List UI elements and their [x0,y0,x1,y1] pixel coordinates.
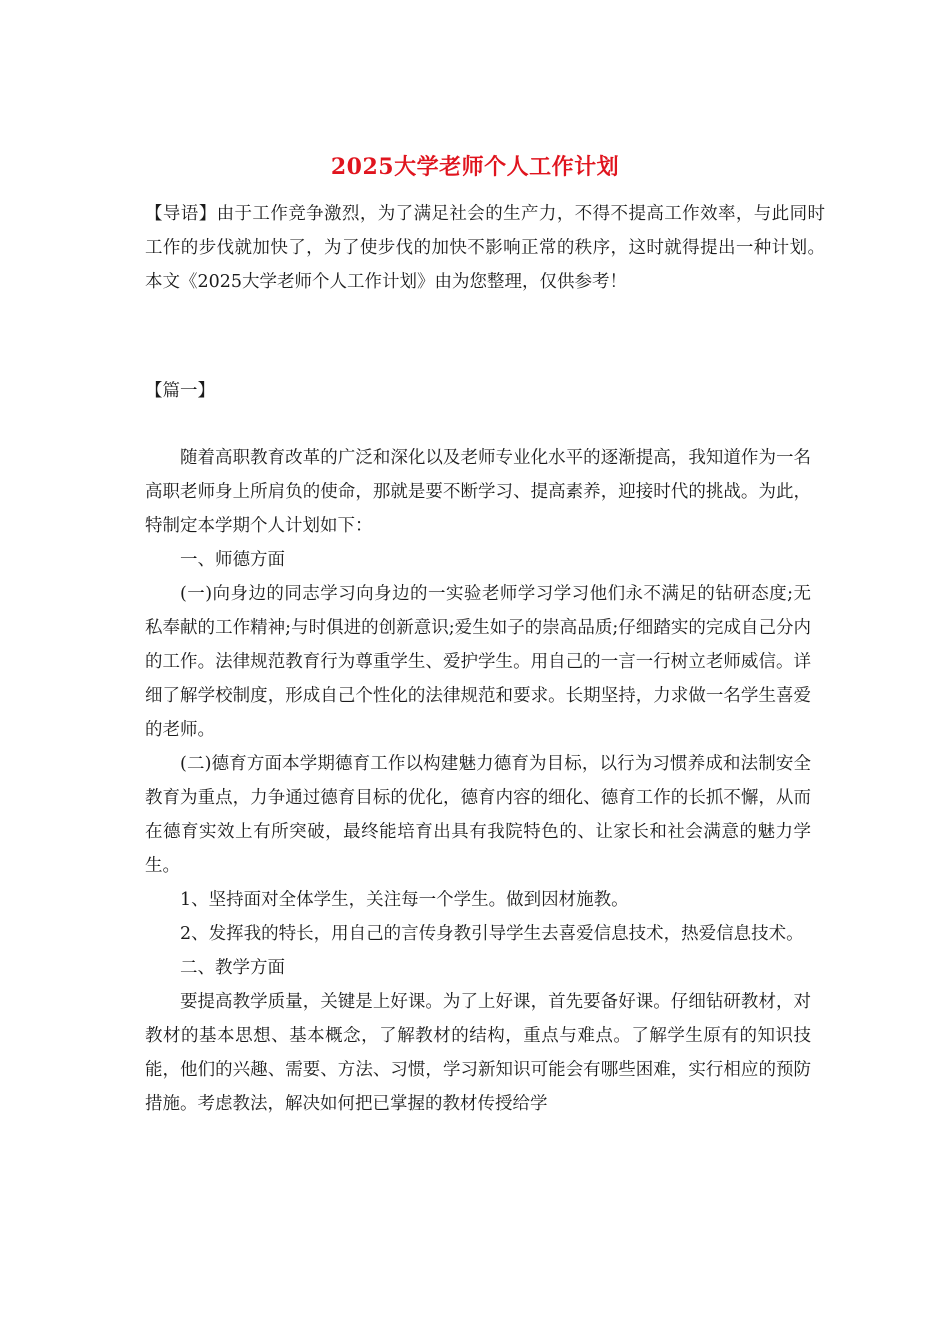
list-item: 2、发挥我的特长，用自己的言传身教引导学生去喜爱信息技术，热爱信息技术。 [180,924,804,944]
list-item: 1、坚持面对全体学生，关注每一个学生。做到因材施教。 [180,890,629,910]
intro-paragraph: 【导语】由于工作竞争激烈，为了满足社会的生产力，不得不提高工作效率，与此同时工作的步伐就加快了，为了使步伐的加快不影响正常的秩序，这时就得提出一种计划。本文《2025大学老师个人工作计划》由为您整理，仅供参考！ [145,204,825,292]
body-paragraph: (一)向身边的同志学习向身边的一实验老师学习学习他们永不满足的钻研态度;无私奉献的工作精神;与时俱进的创新意识;爱生如子的崇高品质;仔细踏实的完成自己分内的工作。法律规范教育行为尊重学生、爱护学生。用自己的一言一行树立老师威信。详细了解学校制度，形成自己个性化的法律规范和要求。长期坚持，力求做一名学生喜爱的老师。 [145,584,811,740]
document-body [145,441,811,1121]
body-paragraph: 随着高职教育改革的广泛和深化以及老师专业化水平的逐渐提高，我知道作为一名高职老师身上所肩负的使命，那就是要不断学习、提高素养，迎接时代的挑战。为此，特制定本学期个人计划如下： [145,448,811,536]
subsection-heading: 一、师德方面 [180,550,285,570]
body-paragraph: (二)德育方面本学期德育工作以构建魅力德育为目标，以行为习惯养成和法制安全教育为重点，力争通过德育目标的优化，德育内容的细化、德育工作的长抓不懈，从而在德育实效上有所突破，最终能培育出具有我院特色的、让家长和社会满意的魅力学生。 [145,754,811,876]
section-heading: 【篇一】 [145,381,215,401]
subsection-heading: 二、教学方面 [180,958,285,978]
document-title: 2025大学老师个人工作计划 [330,154,620,180]
body-paragraph: 要提高教学质量，关键是上好课。为了上好课，首先要备好课。仔细钻研教材，对教材的基本思想、基本概念，了解教材的结构，重点与难点。了解学生原有的知识技能，他们的兴趣、需要、方法、习惯，学习新知识可能会有哪些困难，实行相应的预防措施。考虑教法，解决如何把已掌握的教材传授给学 [145,992,811,1114]
